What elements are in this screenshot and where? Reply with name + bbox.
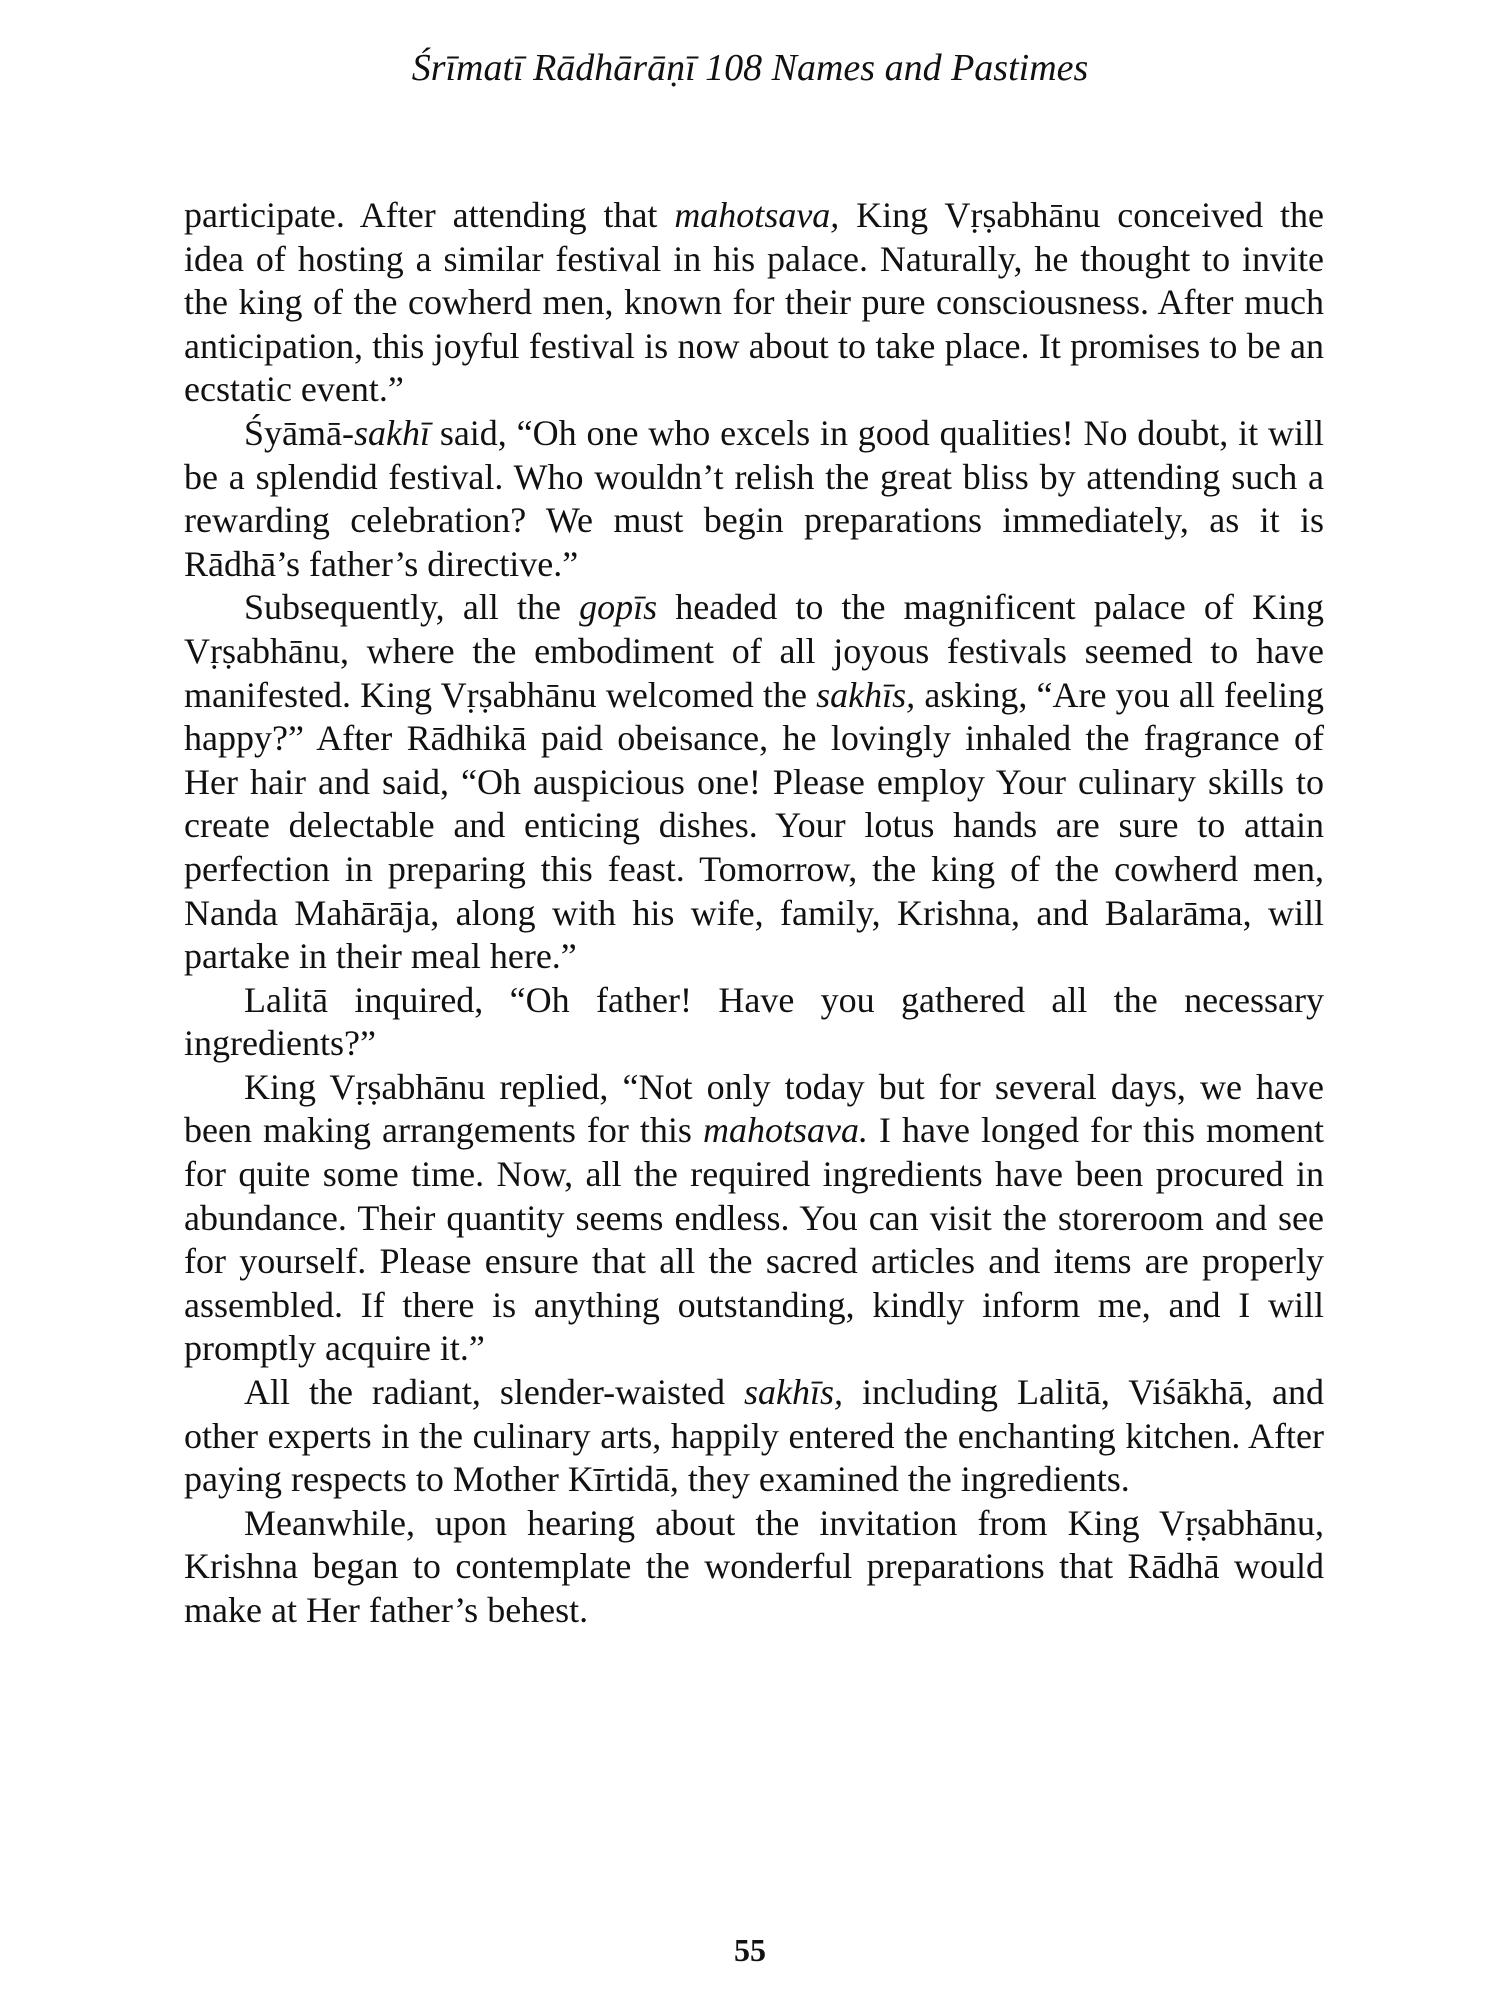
paragraph <box>184 412 1324 586</box>
italic-term: sakhīs, <box>744 1372 844 1413</box>
paragraph <box>184 586 1324 978</box>
page-number: 55 <box>734 1932 766 1968</box>
paragraph <box>184 1502 1324 1633</box>
italic-term: sakhīs, <box>816 674 916 715</box>
text-run: King Vṛṣabhānu conceived the idea of hosting a similar festival in his palace. Naturally, he thought to invite the king of the cowherd men, known for their pure consciousness. After much anticipation, this joyful festival is now about to take place. It promises to be an ecstatic event.” <box>184 195 1324 410</box>
text-run: King Vṛṣabhānu replied, “Not only today but for several days, we have been making arrangements for this <box>184 1066 1324 1151</box>
text-run: said, “Oh one who excels in good qualities! No doubt, it will be a splendid festival. Who wouldn’t relish the great bliss by attending such a rewarding celebration? We must begin preparations immediately, as it is Rādhā’s father’s directive.” <box>184 412 1324 584</box>
italic-term: mahotsava, <box>674 195 840 235</box>
text-run: headed to the magnificent palace of King Vṛṣabhānu, where the embodiment of all joyous festivals seemed to have manifested. King Vṛṣabhānu welcomed the <box>184 587 1324 715</box>
text-run: Lalitā inquired, “Oh father! Have you gathered all the necessary ingredients?” <box>184 979 1324 1064</box>
paragraph <box>184 194 1324 412</box>
text-run: All the radiant, slender-waisted <box>244 1372 745 1413</box>
italic-term: gopīs <box>579 587 658 628</box>
paragraph <box>184 1066 1324 1371</box>
text-run: asking, “Are you all feeling happy?” After Rādhikā paid obeisance, he lovingly inhaled the fragrance of Her hair and said, “Oh auspicious one! Please employ Your culinary skills to create delectable and enticing dishes. Your lotus hands are sure to attain perfection in preparing this feast. Tomorrow, the king of the cowherd men, Nanda Mahārāja, along with his wife, family, Krishna, and Balarāma, will partake in their meal here.” <box>184 674 1324 977</box>
text-run: participate. After attending that <box>184 195 675 235</box>
text-run: Meanwhile, upon hearing about the invitation from King Vṛṣabhānu, Krishna began to contemplate the wonderful preparations that Rādhā would make at Her father’s behest. <box>184 1502 1324 1630</box>
text-run: Śyāmā- <box>244 412 354 453</box>
text-run: including Lalitā, Viśākhā, and other experts in the culinary arts, happily entered the enchanting kitchen. After paying respects to Mother Kīrtidā, they examined the ingredients. <box>184 1372 1324 1500</box>
paragraph <box>184 979 1324 1066</box>
text-run: Subsequently, all the <box>244 587 580 628</box>
italic-term: mahotsava. <box>702 1110 868 1151</box>
text-run: I have longed for this moment for quite some time. Now, all the required ingredients have been procured in abundance. Their quantity seems endless. You can visit the storeroom and see for yourself. Please ensure that all the sacred articles and items are properly assembled. If there is anything outstanding, kindly inform me, and I will promptly acquire it.” <box>184 1110 1324 1369</box>
body-text <box>184 194 1324 1633</box>
paragraph <box>184 1371 1324 1502</box>
italic-term: sakhī <box>353 412 430 453</box>
running-header: Śrīmatī Rādhārāṇī 108 Names and Pastimes <box>411 47 1089 89</box>
